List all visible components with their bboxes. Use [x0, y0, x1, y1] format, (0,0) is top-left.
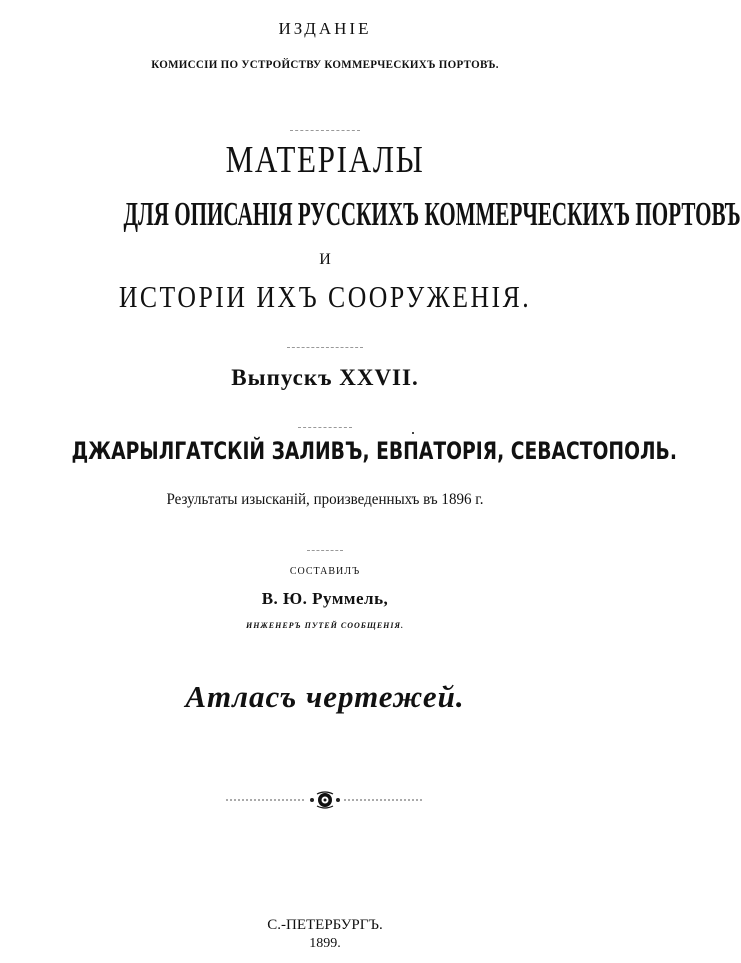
imprint-city: С.-ПЕТЕРБУРГЪ.	[267, 917, 383, 933]
issue-number: Выпускъ XXVII.	[231, 365, 419, 390]
divider-dashed	[298, 427, 352, 428]
imprint-year: 1899.	[309, 936, 341, 951]
title-line-1: МАТЕРІАЛЫ	[225, 139, 425, 181]
subject-places: ДЖАРЫЛГАТСКІЙ ЗАЛИВЪ, ЕВПАТОРІЯ, СЕВАСТОПОЛЬ.	[71, 437, 677, 465]
author-position: ИНЖЕНЕРЪ ПУТЕЙ СООБЩЕНІЯ.	[245, 621, 405, 630]
divider-dashed	[290, 130, 360, 131]
divider-dashed	[287, 347, 363, 348]
print-speck	[412, 432, 414, 434]
commission-name: КОМИССІИ ПО УСТРОЙСТВУ КОММЕРЧЕСКИХЪ ПОРТОВЪ.	[151, 57, 499, 71]
atlas-title: Атласъ чертежей.	[185, 679, 465, 714]
title-line-3: ИСТОРІИ ИХЪ СООРУЖЕНІЯ.	[118, 279, 532, 314]
compiled-by-label: СОСТАВИЛЪ	[289, 566, 361, 577]
title-line-2: ДЛЯ ОПИСАНІЯ РУССКИХЪ КОММЕРЧЕСКИХЪ ПОРТОВЪ	[123, 196, 741, 233]
title-conjunction: И	[319, 251, 331, 268]
author-name: В. Ю. Руммель,	[261, 589, 389, 608]
publisher-label: ИЗДАНІЕ	[278, 19, 372, 38]
ornament-divider-icon	[226, 790, 424, 810]
subject-results: Результаты изысканій, произведенныхъ въ 1896 г.	[166, 491, 484, 508]
divider-dashed	[307, 550, 343, 551]
